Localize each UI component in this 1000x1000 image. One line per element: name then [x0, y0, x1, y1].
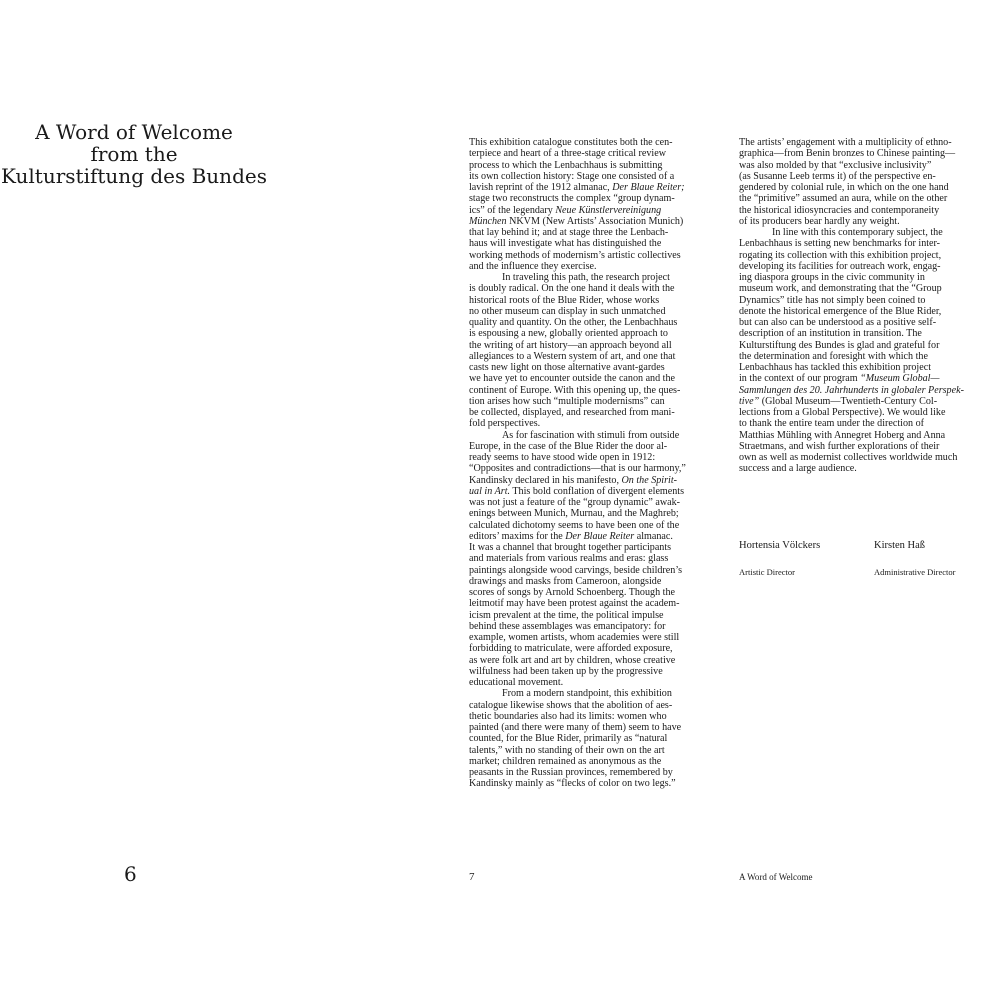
text-line [739, 407, 997, 418]
text-run: It was a channel that brought together participants [469, 542, 672, 553]
text-line [739, 295, 997, 306]
text-run: was also molded by that “exclusive inclusivity” [739, 159, 932, 171]
text-run: The artists’ engagement with a multiplicity of ethno- [739, 137, 952, 148]
text-run: but can also can be understood as a positive self- [739, 317, 937, 328]
text-run: gendered by colonial rule, in which on the one hand [739, 182, 949, 193]
text-run: lavish reprint of the 1912 almanac, [469, 182, 613, 193]
italic-text: Neue Künstlervereinigung [555, 204, 662, 216]
text-run: “Opposites and contradictions—that is our harmony,” [469, 463, 686, 475]
text-line [739, 171, 997, 182]
text-run: This exhibition catalogue constitutes both the cen- [469, 137, 673, 148]
text-line [739, 306, 997, 317]
text-line [469, 283, 731, 294]
text-line [739, 362, 997, 373]
text-run: no other museum can display in such unmatched [469, 305, 666, 317]
text-line [469, 610, 731, 621]
text-run: In line with this contemporary subject, the [772, 227, 943, 238]
page-number-left: 6 [124, 862, 137, 886]
text-line [469, 238, 731, 249]
text-line [469, 621, 731, 632]
signatory-role: Administrative Director [874, 567, 956, 577]
text-run: own as well as modernist collectives worldwide much [739, 452, 958, 463]
signatory-role: Artistic Director [739, 567, 795, 577]
text-run: editors’ maxims for the [469, 530, 566, 542]
text-run: wilfulness had been taken up by the progressive [469, 665, 663, 677]
text-run: the determination and foresight with which the [739, 350, 928, 362]
text-line [739, 250, 997, 261]
signature-volckers [739, 540, 820, 577]
text-run: leitmotif may have been protest against the academ- [469, 598, 680, 610]
text-line [469, 306, 731, 317]
text-run: ics” of the legendary [469, 204, 556, 216]
text-run: to thank the entire team under the direction of [739, 418, 924, 430]
text-line [739, 193, 997, 204]
title-line: from the [90, 142, 178, 166]
text-line [739, 452, 997, 463]
text-run: example, women artists, whom academies were still [469, 632, 680, 643]
text-run: tion arises how such “multiple modernisms” can [469, 395, 665, 407]
text-run: success and a large audience. [739, 463, 857, 475]
text-run: in the context of our program [739, 373, 861, 385]
text-line [469, 632, 731, 643]
page-title [0, 121, 268, 187]
text-run: working methods of modernism’s artistic collectives [469, 249, 681, 261]
text-line [469, 733, 731, 744]
text-run: forbidding to matriculate, were afforded exposure, [469, 643, 673, 655]
text-line [739, 216, 997, 227]
text-run: graphica—from Benin bronzes to Chinese painting— [739, 148, 956, 160]
text-run: Straetmans, and wish further explorations of their [739, 440, 940, 452]
text-run: calculated dichotomy seems to have been one of the [469, 519, 680, 531]
text-run: NKVM (New Artists’ Association Munich) [506, 215, 684, 227]
text-line [469, 385, 731, 396]
text-line [469, 688, 731, 699]
text-line [739, 351, 997, 362]
text-run: was not just a feature of the “group dynamic” awak- [469, 497, 681, 508]
text-run: rogating its collection with this exhibition project, [739, 249, 942, 261]
text-run: (Global Museum—Twentieth-Century Col- [759, 395, 938, 407]
text-run: Europe, in the case of the Blue Rider the door al- [469, 440, 668, 452]
page-number-right: 7 [469, 871, 475, 883]
italic-text: “Museum Global— [860, 373, 940, 385]
text-line [469, 700, 731, 711]
text-run: museum work, and demonstrating that the “Group [739, 283, 942, 295]
text-run: Dynamics” title has not simply been coined to [739, 294, 926, 306]
text-run: quality and quantity. On the other, the Lenbachhaus [469, 317, 678, 328]
text-line [469, 396, 731, 407]
text-line [739, 418, 997, 429]
text-run: continent of Europe. With this opening up, the ques- [469, 384, 681, 396]
text-run: is doubly radical. On the one hand it deals with the [469, 283, 675, 295]
text-run: This bold conflation of divergent elements [510, 485, 685, 497]
text-run: terpiece and heart of a three-stage critical review [469, 148, 666, 160]
text-run: enings between Munich, Murnau, and the Maghreb; [469, 508, 679, 520]
left-page [0, 0, 400, 1000]
text-line [469, 148, 731, 159]
text-line [739, 182, 997, 193]
text-line [739, 340, 997, 351]
text-line [469, 711, 731, 722]
text-line [469, 295, 731, 306]
signatory-name: Hortensia Völckers [739, 540, 821, 551]
title-line: A Word of Welcome [35, 120, 233, 144]
text-line [469, 171, 731, 182]
text-run: description of an institution in transition. The [739, 328, 922, 340]
text-line [739, 441, 997, 452]
text-line [469, 340, 731, 351]
text-line [739, 137, 997, 148]
text-line [469, 373, 731, 384]
text-run: scores of songs by Arnold Schoenberg. Though the [469, 587, 675, 598]
text-line [469, 317, 731, 328]
text-column-left [469, 137, 731, 790]
text-line [469, 463, 731, 474]
text-line [739, 396, 997, 407]
text-line [469, 250, 731, 261]
text-line [469, 722, 731, 733]
text-run: that lay behind it; and at stage three the Lenbach- [469, 227, 669, 238]
text-run: we have yet to encounter outside the canon and the [469, 373, 676, 385]
text-run: As for fascination with stimuli from outside [502, 429, 680, 441]
text-line [739, 283, 997, 294]
text-line [469, 767, 731, 778]
signature-hass [874, 540, 955, 577]
text-line [469, 272, 731, 283]
text-line [739, 160, 997, 171]
text-line [469, 227, 731, 238]
text-run: (as Susanne Leeb terms it) of the perspective en- [739, 170, 936, 182]
text-run: behind these assemblages was emancipatory: for [469, 620, 666, 632]
text-line [469, 328, 731, 339]
text-line [469, 587, 731, 598]
text-line [469, 160, 731, 171]
text-run: Kandinsky declared in his manifesto, [469, 474, 622, 486]
text-line [739, 148, 997, 159]
text-run: stage two reconstructs the complex “group dynam- [469, 193, 675, 205]
running-footer: A Word of Welcome [739, 872, 813, 882]
text-run: counted, for the Blue Rider, primarily as “natural [469, 733, 668, 745]
text-line [469, 508, 731, 519]
text-run: is espousing a new, globally oriented approach to [469, 328, 668, 340]
text-line [739, 463, 997, 474]
text-run: developing its facilities for outreach work, engag- [739, 260, 941, 272]
text-run: fold perspectives. [469, 418, 541, 430]
italic-text: Der Blaue Reiter; [612, 182, 685, 193]
text-run: market; children remained as anonymous as the [469, 755, 662, 767]
text-line [739, 317, 997, 328]
text-line [469, 486, 731, 497]
text-run: the historical idiosyncracies and contemporaneity [739, 204, 940, 216]
text-line [469, 418, 731, 429]
text-line [739, 385, 997, 396]
text-line [469, 193, 731, 204]
text-line [469, 756, 731, 767]
text-line [469, 351, 731, 362]
text-run: From a modern standpoint, this exhibition [502, 688, 672, 700]
text-run: Kandinsky mainly as “flecks of color on two legs.” [469, 778, 676, 790]
text-run: talents,” with no standing of their own on the art [469, 744, 665, 756]
text-line [469, 553, 731, 564]
text-line [469, 216, 731, 227]
text-line [739, 261, 997, 272]
text-run: casts new light on those alternative avant-gardes [469, 362, 665, 373]
text-run: historical roots of the Blue Rider, whose works [469, 294, 660, 306]
text-line [739, 238, 997, 249]
text-run: the “primitive” assumed an aura, while on the other [739, 193, 948, 205]
text-run: Kulturstiftung des Bundes is glad and grateful for [739, 339, 940, 351]
text-line [469, 362, 731, 373]
signatory-name: Kirsten Haß [874, 540, 926, 551]
text-run: process to which the Lenbachhaus is submitting [469, 159, 663, 171]
text-run: catalogue likewise shows that the abolition of aes- [469, 699, 673, 711]
italic-text: tive” [739, 395, 760, 407]
text-line [469, 565, 731, 576]
text-line [469, 745, 731, 756]
text-run: educational movement. [469, 677, 564, 688]
italic-text: ual in Art. [469, 485, 511, 497]
text-run: lections from a Global Perspective). We would like [739, 407, 946, 418]
text-run: ing diaspora groups in the civic community in [739, 272, 925, 283]
text-line [469, 497, 731, 508]
italic-text: Der Blaue Reiter [565, 530, 635, 542]
text-run: almanac. [634, 530, 673, 542]
italic-text: München [469, 215, 507, 227]
text-run: haus will investigate what has distinguished the [469, 238, 662, 250]
text-run: thetic boundaries also had its limits: women who [469, 710, 667, 722]
text-line [739, 328, 997, 339]
text-line [469, 407, 731, 418]
text-line [739, 373, 997, 384]
text-line [739, 205, 997, 216]
text-line [469, 655, 731, 666]
text-line [469, 261, 731, 272]
title-line: Kulturstiftung des Bundes [1, 164, 267, 188]
text-run: drawings and masks from Cameroon, alongside [469, 575, 662, 587]
text-run: and the influence they exercise. [469, 260, 597, 272]
italic-text: Sammlungen des 20. Jahrhunderts in globaler Perspek- [739, 384, 964, 396]
text-run: as were folk art and art by children, whose creative [469, 654, 676, 666]
text-column-right [739, 137, 997, 475]
text-run: allegiances to a Western system of art, and one that [469, 350, 676, 362]
text-run: of its producers bear hardly any weight. [739, 215, 900, 227]
text-line [739, 227, 997, 238]
text-line [469, 598, 731, 609]
text-line [469, 778, 731, 789]
text-line [469, 531, 731, 542]
text-line [469, 137, 731, 148]
text-line [469, 643, 731, 654]
text-line [469, 475, 731, 486]
text-line [469, 205, 731, 216]
text-line [739, 430, 997, 441]
text-run: paintings alongside wood carvings, beside children’s [469, 564, 683, 576]
text-line [469, 430, 731, 441]
text-run: and materials from various realms and eras: glass [469, 553, 669, 565]
text-line [469, 182, 731, 193]
text-line [469, 666, 731, 677]
text-run: denote the historical emergence of the Blue Rider, [739, 305, 942, 317]
text-run: Matthias Mühling with Annegret Hoberg and Anna [739, 429, 946, 441]
text-line [469, 542, 731, 553]
text-run: peasants in the Russian provinces, remembered by [469, 767, 673, 778]
text-line [469, 452, 731, 463]
text-run: In traveling this path, the research project [502, 272, 670, 283]
text-run: ready seems to have stood wide open in 1912: [469, 452, 656, 463]
text-run: the writing of art history—an approach beyond all [469, 339, 672, 351]
text-run: icism prevalent at the time, the political impulse [469, 609, 664, 621]
italic-text: On the Spirit- [621, 474, 678, 486]
text-line [469, 677, 731, 688]
text-run: painted (and there were many of them) seem to have [469, 722, 682, 733]
text-line [469, 520, 731, 531]
text-run: Lenbachhaus is setting new benchmarks for inter- [739, 238, 941, 250]
text-run: be collected, displayed, and researched from mani- [469, 407, 675, 418]
text-line [469, 441, 731, 452]
text-run: Lenbachhaus has tackled this exhibition project [739, 362, 932, 373]
text-run: its own collection history: Stage one consisted of a [469, 170, 675, 182]
text-line [739, 272, 997, 283]
text-line [469, 576, 731, 587]
